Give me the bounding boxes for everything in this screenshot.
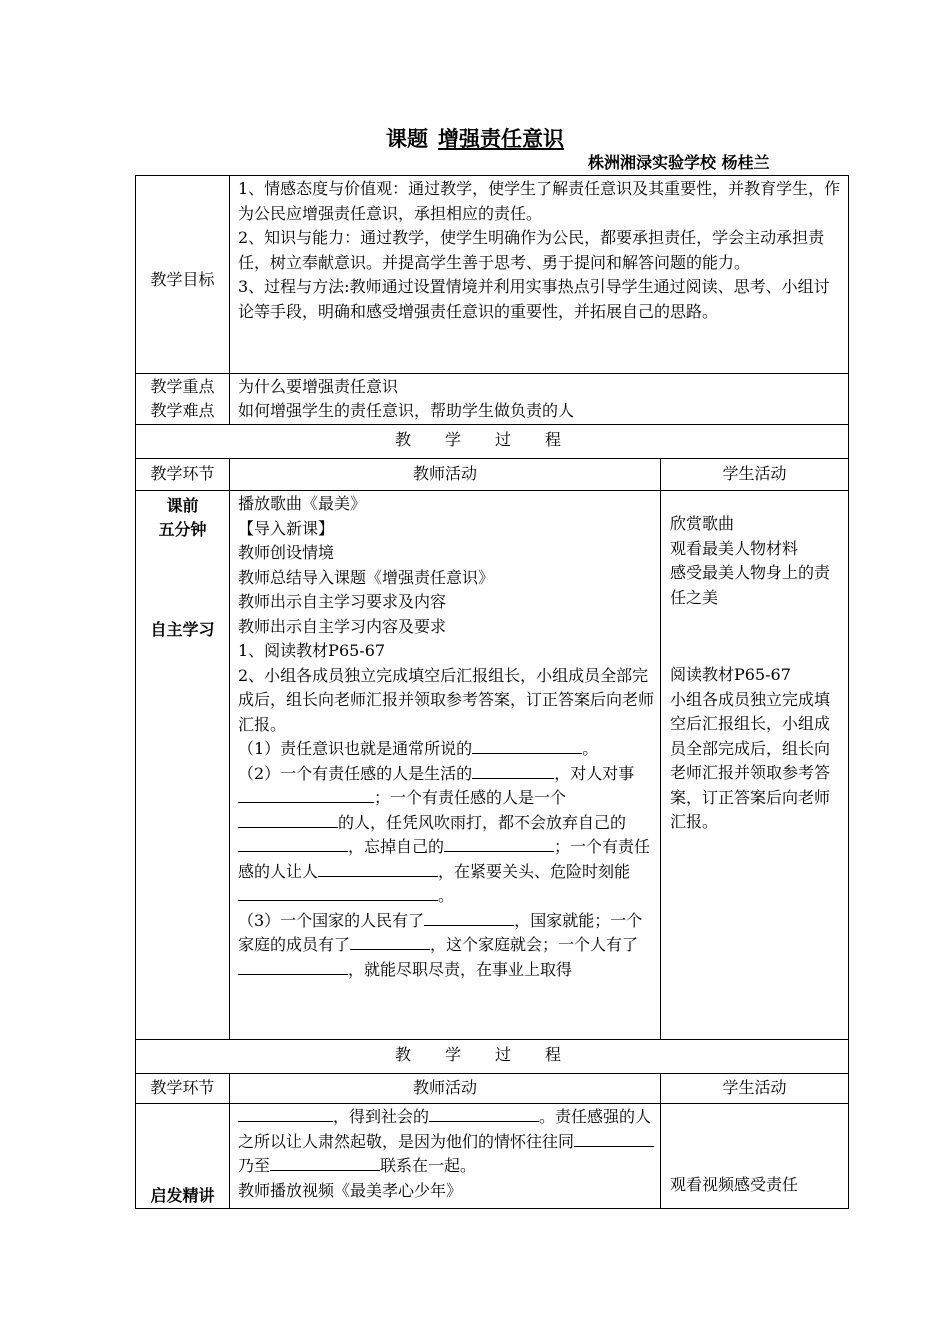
activity-line: 欣赏歌曲 (670, 514, 735, 533)
key-point-label: 教学重点 (150, 377, 215, 396)
activity-line: 播放歌曲《最美》 (238, 494, 367, 513)
activity-line: 教师创设情境 (238, 543, 335, 562)
answer-blank[interactable] (238, 884, 438, 901)
objective-item: 1、情感态度与价值观：通过教学，使学生了解责任意识及其重要性，并教育学生，作为公民应增强责任意识，承担相应的责任。 (238, 179, 841, 223)
answer-blank[interactable] (238, 958, 348, 975)
activity-line: 教师出示自主学习要求及内容 (238, 592, 447, 611)
stage-label: 自主学习 (150, 620, 215, 639)
stage-label: 五分钟 (158, 520, 207, 539)
activity-line: 教师总结导入课题《增强责任意识》 (238, 567, 495, 587)
header-student: 学生活动 (722, 1078, 787, 1097)
title-main: 增强责任意识 (438, 127, 564, 151)
activity-line: 感受最美人物身上的责任之美 (670, 563, 831, 607)
title-prefix: 课题 (386, 127, 428, 151)
activity-line: 1、阅读教材P65-67 (238, 641, 386, 660)
student-activity (670, 663, 842, 835)
activity-line: 【导入新课】 (238, 518, 335, 538)
answer-blank[interactable] (472, 737, 582, 754)
header-teacher: 教师活动 (412, 464, 477, 483)
activity-line: 小组各成员独立完成填空后汇报组长，小组成员全部完成后，组长向老师汇报并领取参考答案，订正答案后向老师汇报。 (670, 689, 831, 831)
activity-line: ，得到社会的 。责任感强的人之所以让人肃然起敬，是因为他们的情怀往往同乃至 联系在一起。 (238, 1105, 654, 1179)
stage-label: 启发精讲 (150, 1186, 215, 1205)
answer-blank[interactable] (424, 909, 514, 926)
question-3: （3）一个国家的人民有了 ，国家就能；一个家庭的成员有了 ，这个家庭就会；一个人有了，就能尽职尽责，在事业上取得 (238, 910, 643, 979)
student-activity: 观看视频感受责任 (670, 1175, 799, 1194)
activity-line: 观看最美人物材料 (670, 538, 799, 558)
answer-blank[interactable] (429, 1105, 539, 1122)
header-stage: 教学环节 (150, 1078, 215, 1097)
activity-line: 教师播放视频《最美孝心少年》 (238, 1180, 463, 1200)
author: 株洲湘渌实验学校 杨桂兰 (588, 153, 770, 172)
difficulty-text: 如何增强学生的责任意识，帮助学生做负责的人 (238, 401, 575, 420)
difficulty-label: 教学难点 (150, 401, 215, 420)
answer-blank[interactable] (238, 786, 374, 803)
answer-blank[interactable] (472, 762, 554, 779)
answer-blank[interactable] (444, 835, 554, 852)
teacher-activity (238, 492, 654, 982)
activity-line: 2、小组各成员独立完成填空后汇报组长，小组成员全部完成后，组长向老师汇报并领取参考答案，订正答案后向老师汇报。 (238, 665, 654, 734)
stage-label: 课前 (166, 496, 199, 515)
answer-blank[interactable] (350, 933, 430, 950)
activity-line: 教师出示自主学习内容及要求 (238, 616, 447, 636)
answer-blank[interactable] (270, 1154, 380, 1171)
header-teacher: 教师活动 (412, 1078, 477, 1097)
objectives-label: 教学目标 (150, 270, 215, 289)
answer-blank[interactable] (574, 1130, 654, 1147)
activity-line: 阅读教材P65-67 (670, 665, 791, 684)
question-1: （1）责任意识也就是通常所说的 。 (238, 739, 599, 758)
teacher-activity (238, 1105, 654, 1203)
header-student: 学生活动 (722, 464, 787, 483)
answer-blank[interactable] (238, 811, 338, 828)
answer-blank[interactable] (318, 860, 438, 877)
objectives-text (238, 177, 844, 324)
answer-blank[interactable] (238, 835, 348, 852)
header-stage: 教学环节 (150, 464, 215, 483)
objective-item: 3、过程与方法:教师通过设置情境并利用实事热点引导学生通过阅读、思考、小组讨论等手段，明确和感受增强责任意识的重要性，并拓展自己的思路。 (238, 277, 830, 321)
question-2: （2）一个有责任感的人是生活的 ，对人对事；一个有责任感的人是一个的人，任凭风吹雨打，都不会放弃自己的，忘掉自己的 ；一个有责任感的人让人 ，在紧要关头、危险时刻能。 (238, 763, 651, 905)
process-heading: 教学过程 (394, 430, 595, 449)
key-point-text: 为什么要增强责任意识 (238, 377, 399, 396)
process-heading: 教学过程 (394, 1045, 595, 1064)
answer-blank[interactable] (238, 1105, 333, 1122)
objective-item: 2、知识与能力：通过教学，使学生明确作为公民，都要承担责任，学会主动承担责任，树立奉献意识。并提高学生善于思考、勇于提问和解答问题的能力。 (238, 228, 825, 272)
student-activity (670, 512, 842, 610)
page-title (0, 123, 950, 153)
